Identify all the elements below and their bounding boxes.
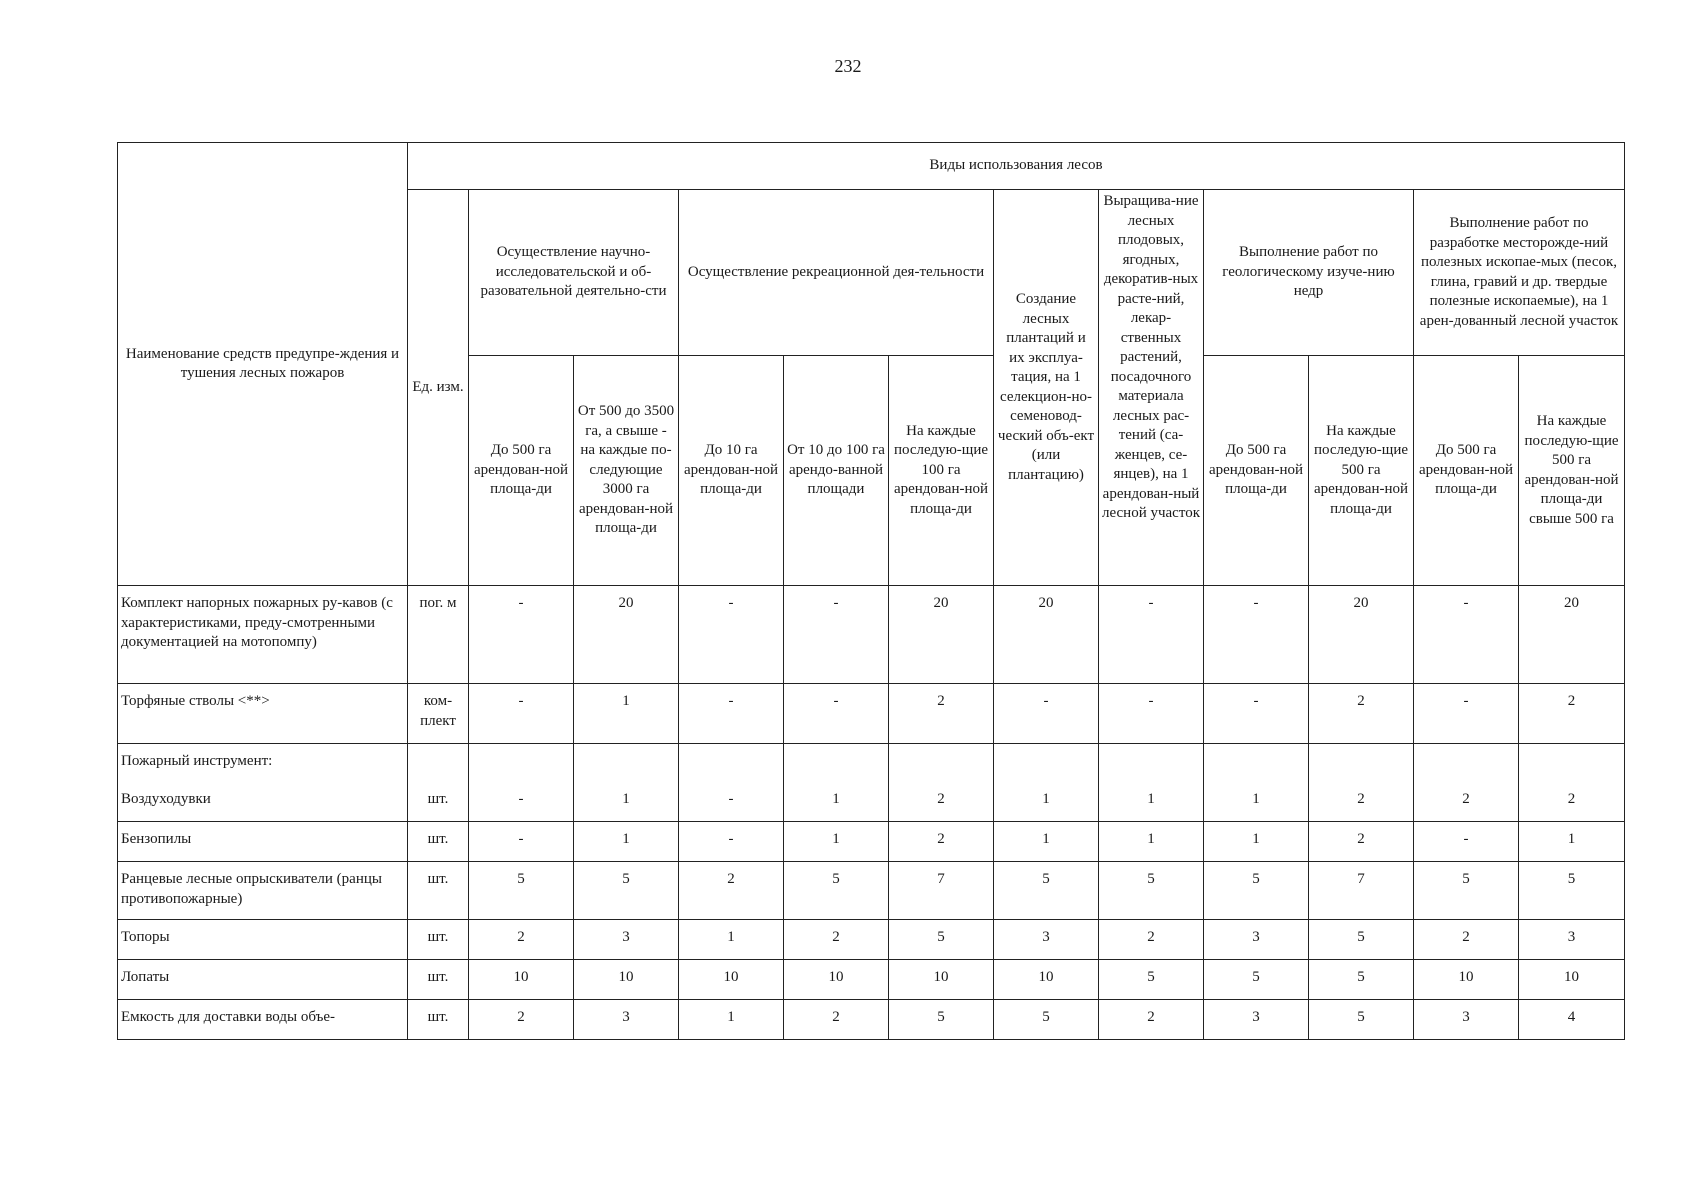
row-group-empty-cell bbox=[994, 744, 1099, 782]
row-value-cell: - bbox=[1099, 684, 1204, 744]
row-value-cell: 5 bbox=[784, 862, 889, 920]
row-value-cell: 2 bbox=[784, 1000, 889, 1040]
row-group-empty-cell bbox=[679, 744, 784, 782]
row-value-cell: 10 bbox=[574, 960, 679, 1000]
page-number: 232 bbox=[834, 56, 862, 76]
table-row bbox=[118, 744, 1625, 782]
row-value-cell: 5 bbox=[994, 862, 1099, 920]
row-value-cell: 5 bbox=[1414, 862, 1519, 920]
row-value-cell: 10 bbox=[469, 960, 574, 1000]
row-value-cell: 2 bbox=[1414, 920, 1519, 960]
row-value-cell: 2 bbox=[784, 920, 889, 960]
row-group-empty-cell bbox=[408, 744, 469, 782]
row-value-cell: 1 bbox=[994, 782, 1099, 822]
row-value-cell: - bbox=[1414, 684, 1519, 744]
row-value-cell: 1 bbox=[574, 684, 679, 744]
row-value-cell: - bbox=[1204, 586, 1309, 684]
row-value-cell: 5 bbox=[1309, 1000, 1414, 1040]
row-value-cell: 3 bbox=[574, 1000, 679, 1040]
row-unit: шт. bbox=[408, 920, 469, 960]
row-value-cell: - bbox=[1204, 684, 1309, 744]
row-value-cell: - bbox=[469, 782, 574, 822]
row-item-name: Бензопилы bbox=[118, 822, 408, 862]
row-value-cell: 3 bbox=[1204, 920, 1309, 960]
row-group-empty-cell bbox=[469, 744, 574, 782]
row-group-empty-cell bbox=[1519, 744, 1625, 782]
row-value-cell: 1 bbox=[784, 822, 889, 862]
table-row bbox=[118, 822, 1625, 862]
row-value-cell: 5 bbox=[889, 920, 994, 960]
row-value-cell: 2 bbox=[1309, 782, 1414, 822]
row-value-cell: 4 bbox=[1519, 1000, 1625, 1040]
row-group-empty-cell bbox=[889, 744, 994, 782]
row-value-cell: - bbox=[1414, 822, 1519, 862]
row-value-cell: 10 bbox=[784, 960, 889, 1000]
row-value-cell: - bbox=[469, 684, 574, 744]
row-value-cell: 7 bbox=[1309, 862, 1414, 920]
header-forest-use-types: Виды использования лесов bbox=[408, 143, 1625, 190]
row-value-cell: 5 bbox=[1204, 960, 1309, 1000]
row-item-name: Воздуходувки bbox=[118, 782, 408, 822]
table-body bbox=[118, 586, 1625, 1040]
row-unit: пог. м bbox=[408, 586, 469, 684]
row-unit: шт. bbox=[408, 782, 469, 822]
table-row bbox=[118, 782, 1625, 822]
row-value-cell: 20 bbox=[889, 586, 994, 684]
row-value-cell: 5 bbox=[574, 862, 679, 920]
row-value-cell: 2 bbox=[1519, 684, 1625, 744]
row-value-cell: 2 bbox=[889, 782, 994, 822]
row-value-cell: 10 bbox=[994, 960, 1099, 1000]
row-unit: шт. bbox=[408, 822, 469, 862]
header-subcol-1-1: От 10 до 100 га арендо-ванной площади bbox=[784, 356, 889, 586]
row-value-cell: 5 bbox=[994, 1000, 1099, 1040]
row-value-cell: 2 bbox=[1309, 684, 1414, 744]
row-group-empty-cell bbox=[1204, 744, 1309, 782]
table-row bbox=[118, 586, 1625, 684]
header-subcol-0-0: До 500 га арендован-ной площа-ди bbox=[469, 356, 574, 586]
header-unit-column: Ед. изм. bbox=[408, 190, 469, 586]
row-item-name: Лопаты bbox=[118, 960, 408, 1000]
header-subcol-0-1: От 500 до 3500 га, а свыше - на каждые по-следующие 3000 га арендован-ной площа-ди bbox=[574, 356, 679, 586]
row-item-name: Комплект напорных пожарных ру-кавов (с характеристиками, преду-смотренными документацией на мотопомпу) bbox=[118, 586, 408, 684]
row-value-cell: 10 bbox=[1519, 960, 1625, 1000]
row-value-cell: 5 bbox=[469, 862, 574, 920]
row-value-cell: 1 bbox=[1204, 822, 1309, 862]
row-value-cell: 2 bbox=[679, 862, 784, 920]
row-value-cell: 5 bbox=[1309, 920, 1414, 960]
row-group-empty-cell bbox=[574, 744, 679, 782]
header-group-3: Выращива-ние лесных плодовых, ягодных, декоратив-ных расте-ний, лекар-ственных растений, посадочного материала лесных рас-тений (са-женцев, се-янцев), на 1 арендован-ный лесной участок bbox=[1099, 190, 1204, 586]
table-row bbox=[118, 684, 1625, 744]
table-row bbox=[118, 960, 1625, 1000]
row-value-cell: 3 bbox=[1519, 920, 1625, 960]
row-value-cell: - bbox=[1099, 586, 1204, 684]
row-value-cell: - bbox=[679, 782, 784, 822]
row-group-empty-cell bbox=[1414, 744, 1519, 782]
header-subcol-5-1: На каждые последую-щие 500 га арендован-ной площа-ди свыше 500 га bbox=[1519, 356, 1625, 586]
row-value-cell: 2 bbox=[1099, 1000, 1204, 1040]
forest-fire-equipment-table bbox=[117, 142, 1625, 1040]
table-header bbox=[118, 143, 1625, 586]
header-subcol-5-0: До 500 га арендован-ной площа-ди bbox=[1414, 356, 1519, 586]
row-group-label: Пожарный инструмент: bbox=[118, 744, 408, 782]
row-value-cell: 2 bbox=[889, 684, 994, 744]
header-subcol-1-0: До 10 га арендован-ной площа-ди bbox=[679, 356, 784, 586]
row-value-cell: 20 bbox=[574, 586, 679, 684]
header-group-5: Выполнение работ по разработке месторожде-ний полезных ископае-мых (песок, глина, гравий и др. твердые полезные ископаемые), на 1 арен-дованный лесной участок bbox=[1414, 190, 1625, 356]
row-value-cell: 5 bbox=[1099, 862, 1204, 920]
row-value-cell: 1 bbox=[1519, 822, 1625, 862]
row-value-cell: 5 bbox=[1309, 960, 1414, 1000]
row-value-cell: 5 bbox=[1519, 862, 1625, 920]
header-subcol-1-2: На каждые последую-щие 100 га арендован-ной площа-ди bbox=[889, 356, 994, 586]
row-value-cell: - bbox=[784, 586, 889, 684]
row-value-cell: 5 bbox=[1099, 960, 1204, 1000]
row-value-cell: 2 bbox=[889, 822, 994, 862]
table-row bbox=[118, 862, 1625, 920]
row-value-cell: 3 bbox=[1414, 1000, 1519, 1040]
row-value-cell: 2 bbox=[1309, 822, 1414, 862]
row-value-cell: 1 bbox=[679, 1000, 784, 1040]
row-value-cell: - bbox=[679, 822, 784, 862]
table-row bbox=[118, 920, 1625, 960]
row-value-cell: 20 bbox=[1309, 586, 1414, 684]
row-value-cell: 1 bbox=[1099, 782, 1204, 822]
row-value-cell: 2 bbox=[469, 1000, 574, 1040]
row-value-cell: 2 bbox=[469, 920, 574, 960]
row-value-cell: 2 bbox=[1414, 782, 1519, 822]
table-row bbox=[118, 1000, 1625, 1040]
row-value-cell: 1 bbox=[1099, 822, 1204, 862]
row-item-name: Торфяные стволы <**> bbox=[118, 684, 408, 744]
row-value-cell: - bbox=[679, 586, 784, 684]
row-value-cell: 1 bbox=[574, 822, 679, 862]
row-value-cell: 7 bbox=[889, 862, 994, 920]
row-value-cell: - bbox=[1414, 586, 1519, 684]
row-unit: шт. bbox=[408, 862, 469, 920]
row-group-empty-cell bbox=[1099, 744, 1204, 782]
row-item-name: Ранцевые лесные опрыскиватели (ранцы противопожарные) bbox=[118, 862, 408, 920]
header-group-0: Осуществление научно-исследовательской и об-разовательной деятельно-сти bbox=[469, 190, 679, 356]
row-value-cell: - bbox=[994, 684, 1099, 744]
row-group-empty-cell bbox=[784, 744, 889, 782]
row-value-cell: 3 bbox=[574, 920, 679, 960]
header-name-column: Наименование средств предупре-ждения и тушения лесных пожаров bbox=[118, 143, 408, 586]
row-value-cell: 2 bbox=[1099, 920, 1204, 960]
row-item-name: Топоры bbox=[118, 920, 408, 960]
row-value-cell: - bbox=[679, 684, 784, 744]
row-group-empty-cell bbox=[1309, 744, 1414, 782]
row-value-cell: 5 bbox=[1204, 862, 1309, 920]
row-value-cell: - bbox=[784, 684, 889, 744]
row-value-cell: 1 bbox=[784, 782, 889, 822]
header-group-2: Создание лесных плантаций и их эксплуа-тация, на 1 селекцион-но-семеновод-ческий объ-ект (или плантацию) bbox=[994, 190, 1099, 586]
row-value-cell: 20 bbox=[994, 586, 1099, 684]
header-subcol-4-1: На каждые последую-щие 500 га арендован-ной площа-ди bbox=[1309, 356, 1414, 586]
row-value-cell: 2 bbox=[1519, 782, 1625, 822]
row-unit: шт. bbox=[408, 960, 469, 1000]
row-value-cell: 5 bbox=[889, 1000, 994, 1040]
row-value-cell: 10 bbox=[679, 960, 784, 1000]
row-unit: ком-плект bbox=[408, 684, 469, 744]
header-group-4: Выполнение работ по геологическому изуче-нию недр bbox=[1204, 190, 1414, 356]
row-value-cell: 20 bbox=[1519, 586, 1625, 684]
row-value-cell: 3 bbox=[994, 920, 1099, 960]
row-value-cell: 1 bbox=[1204, 782, 1309, 822]
row-value-cell: 10 bbox=[889, 960, 994, 1000]
row-unit: шт. bbox=[408, 1000, 469, 1040]
row-value-cell: - bbox=[469, 586, 574, 684]
row-item-name: Емкость для доставки воды объе- bbox=[118, 1000, 408, 1040]
row-value-cell: 1 bbox=[994, 822, 1099, 862]
row-value-cell: 3 bbox=[1204, 1000, 1309, 1040]
header-subcol-4-0: До 500 га арендован-ной площа-ди bbox=[1204, 356, 1309, 586]
row-value-cell: 10 bbox=[1414, 960, 1519, 1000]
row-value-cell: 1 bbox=[679, 920, 784, 960]
row-value-cell: - bbox=[469, 822, 574, 862]
header-group-1: Осуществление рекреационной дея-тельности bbox=[679, 190, 994, 356]
row-value-cell: 1 bbox=[574, 782, 679, 822]
